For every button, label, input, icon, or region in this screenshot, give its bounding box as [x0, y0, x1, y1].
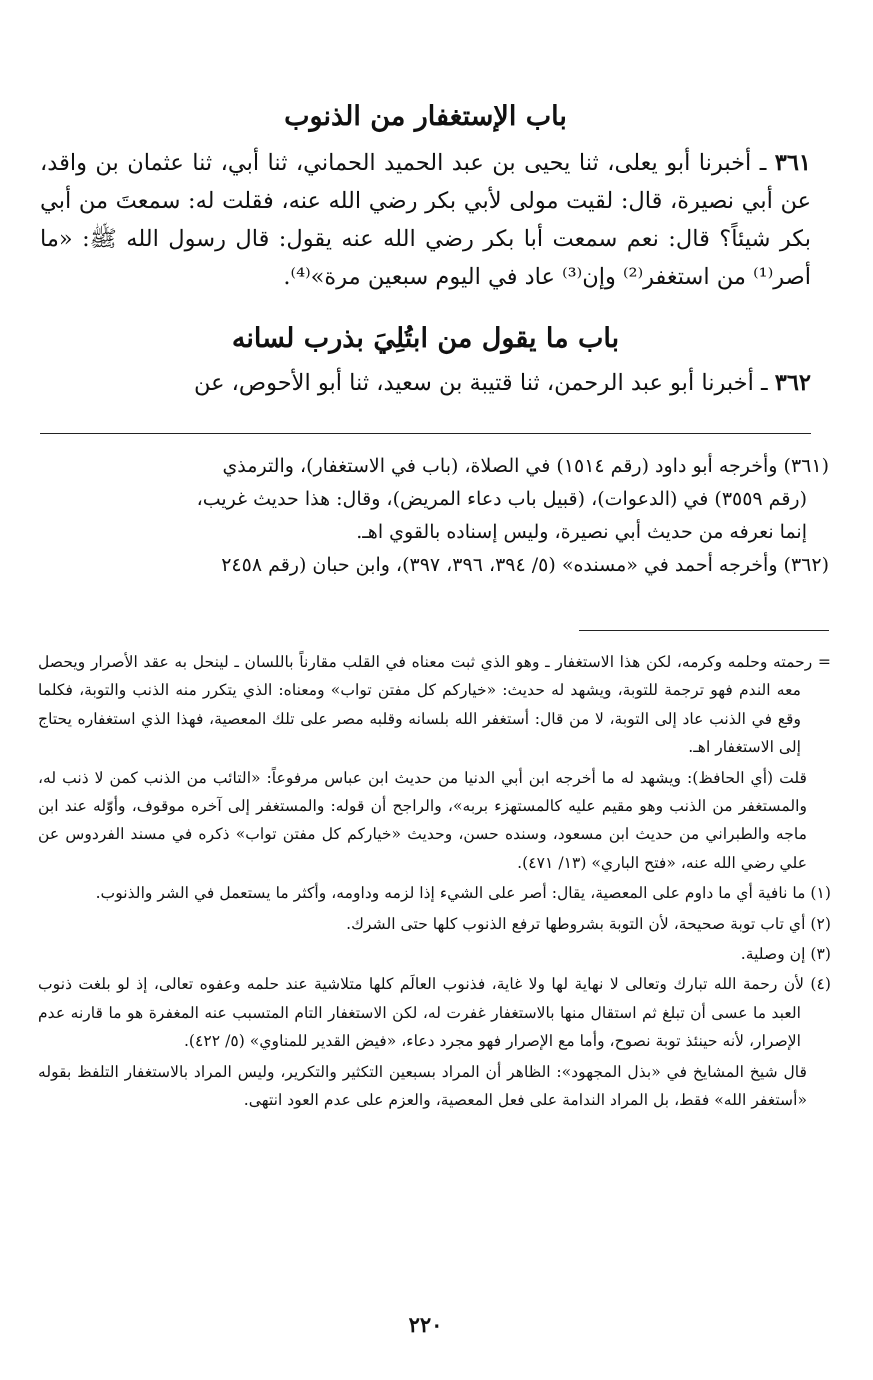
notes-divider [579, 630, 829, 631]
takhrij-line: (رقم ٣٥٥٩) في (الدعوات)، (قبيل باب دعاء المريض)، وقال: هذا حديث غريب، [196, 488, 807, 510]
page-number: ٢٢٠ [408, 1312, 443, 1337]
hadith-362 [40, 364, 811, 402]
takhrij-line: (٣٦١) وأخرجه أبو داود (رقم ١٥١٤) في الصلاة، (باب في الاستغفار)، والترمذي [222, 455, 829, 477]
hadith-number: ٣٦٢ [774, 370, 811, 396]
footnote-1: (١) ما نافية أي ما داوم على المعصية، يقال: أصر على الشيء إذا لزمه وداومه، وأكثر ما يستعمل في الشر والذنوب. [95, 884, 831, 903]
hadith-361 [40, 144, 811, 296]
note-continuation: = رحمته وحلمه وكرمه، لكن هذا الاستغفار ـ وهو الذي ثبت معناه في القلب مقارناً باللسان ـ لينحل به عقد الأصرار ويحصل معه الندم فهو ترجمة للتوبة، ويشهد له حديث: «خياركم كل مفتن تواب» ومعناه: الذي يتكرر منه الذنب والتوبة، فكلما وقع في الذنب عاد إلى التوبة، لا من قال: أستغفر الله بلسانه وقلبه مصر على تلك المعصية، فهذا الذي استغفاره يحتاج إلى الاستغفار اهـ. [38, 653, 831, 757]
takhrij-section [40, 450, 829, 582]
takhrij-line: (٣٦٢) وأخرجه أحمد في «مسنده» (٥/ ٣٩٤، ٣٩٦، ٣٩٧)، وابن حبان (رقم ٢٤٥٨ [221, 554, 829, 576]
hadith-text: ـ أخبرنا أبو عبد الرحمن، ثنا قتيبة بن سعيد، ثنا أبو الأحوص، عن [193, 370, 768, 396]
chapter-title-tongue: باب ما يقول من ابتُلِيَ بذرب لسانه [231, 323, 620, 354]
takhrij-line: إنما نعرفه من حديث أبي نصيرة، وليس إسناده بالقوي اهـ. [356, 521, 807, 543]
chapter-title-istighfar: باب الإستغفار من الذنوب [284, 101, 567, 132]
footnote-2: (٢) أي تاب توبة صحيحة، لأن التوبة بشروطها ترفع الذنوب كلها حتى الشرك. [346, 914, 831, 933]
book-page [38, 0, 831, 1380]
hadith-number: ٣٦١ [774, 150, 811, 176]
footnote-3: (٣) إن وصلية. [740, 945, 831, 964]
notes-section [38, 648, 831, 1117]
footnote-divider [40, 433, 811, 434]
footnote-4: (٤) لأن رحمة الله تبارك وتعالى لا نهاية لها ولا غاية، فذنوب العالَم كلها متلاشية عند حلمه وعفوه تعالى، إذ لو بلغت ذنوب العبد ما عسى أن تبلغ ثم استقال منها بالاستغفار غفرت له، لكن الاستغفار التام المتسبب عنه المغفرة هو ما قارنه عدم الإصرار، لأنه حينئذ توبة نصوح، وأما مع الإصرار فهو مجرد دعاء، «فيض القدير للمناوي» (٥/ ٤٢٢). [38, 975, 831, 1051]
note-shaykh: قال شيخ المشايخ في «بذل المجهود»: الظاهر أن المراد بسبعين التكثير والتكرير، وليس المراد بالاستغفار التلفظ بقوله «أستغفر الله» فقط، بل المراد الندامة على فعل المعصية، والعزم على عدم العود انتهى. [38, 1062, 807, 1110]
note-hafiz: قلت (أي الحافظ): ويشهد له ما أخرجه ابن أبي الدنيا من حديث ابن عباس مرفوعاً: «التائب من الذنب كمن لا ذنب له، والمستغفر من الذنب وهو مقيم عليه كالمستهزء بربه»، والراجح أن قوله: والمستغفر إلى آخره موقوف، وأوّله عند ابن ماجه والطبراني من حديث ابن مسعود، وسنده حسن، وحديث «خياركم كل مفتن تواب» ذكره في مسند الفردوس عن علي رضي الله عنه، «فتح الباري» (١٣/ ٤٧١). [38, 768, 807, 872]
hadith-text: ـ أخبرنا أبو يعلى، ثنا يحيى بن عبد الحميد الحماني، ثنا أبي، ثنا عثمان بن واقد، عن أبي نصيرة، قال: لقيت مولى لأبي بكر رضي الله عنه، فقلت له: سمعتَ من أبي بكر شيئاً؟ قال: نعم سمعت أبا بكر رضي الله عنه يقول: قال رسول الله ﷺ: «ما أصر⁽¹⁾ من استغفر⁽²⁾ وإن⁽³⁾ عاد في اليوم سبعين مرة»⁽⁴⁾. [40, 150, 811, 290]
